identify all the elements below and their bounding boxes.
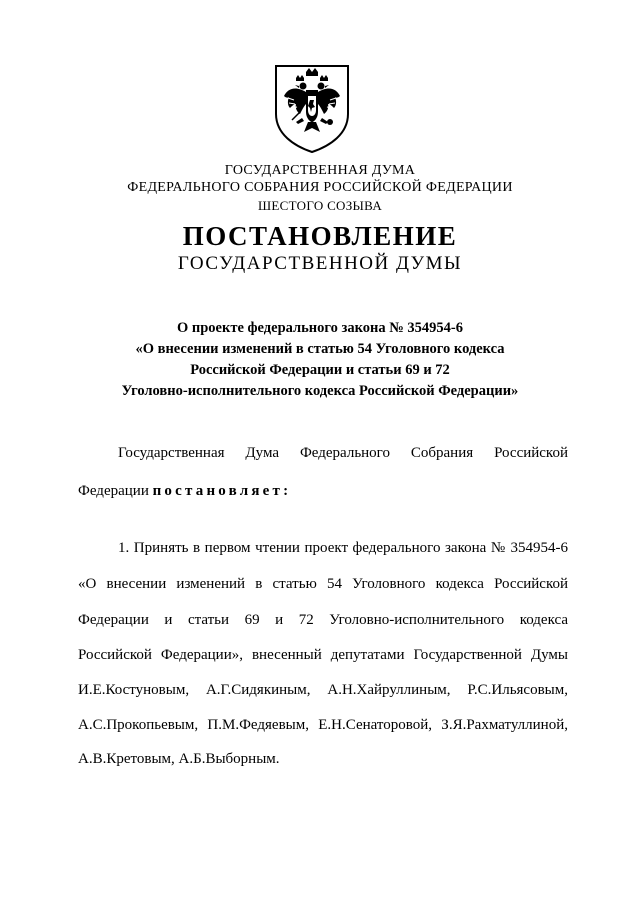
subject-line-2: «О внесении изменений в статью 54 Уголовного кодекса [135,341,505,357]
item-1-line: А.В.Кретовым, А.Б.Выборным. [78,751,280,767]
item-1-line: А.С.Прокопьевым, П.М.Федяевым, Е.Н.Сенаторовой, З.Я.Рахматуллиной, [78,717,568,733]
document-type-title: ПОСТАНОВЛЕНИЕ [182,221,458,251]
preamble-line-2 [78,481,568,501]
convocation-line: ШЕСТОГО СОЗЫВА [257,198,383,213]
coat-of-arms-icon [270,62,354,154]
subject-line-3: Российской Федерации и статьи 69 и 72 [190,362,450,378]
item-1-line: «О внесении изменений в статью 54 Уголовного кодекса Российской [78,576,568,592]
preamble-line-2-start: Федерации [78,483,153,499]
preamble-line-1: Государственная Дума Федерального Собрания Российской [118,445,568,461]
subject-line-4: Уголовно-исполнительного кодекса Российской Федерации» [121,383,519,399]
resolution-verb: постановляет: [152,483,292,499]
item-1-line: 1. Принять в первом чтении проект федерального закона № 354954-6 [118,540,568,556]
item-1-line: И.Е.Костуновым, А.Г.Сидякиным, А.Н.Хайруллиным, Р.С.Ильясовым, [78,682,568,698]
org-name-line-2: ФЕДЕРАЛЬНОГО СОБРАНИЯ РОССИЙСКОЙ ФЕДЕРАЦИИ [127,180,513,195]
item-1-line: Федерации и статьи 69 и 72 Уголовно-исполнительного кодекса [78,612,568,628]
document-issuer-subtitle: ГОСУДАРСТВЕННОЙ ДУМЫ [177,253,463,274]
org-name-line-1: ГОСУДАРСТВЕННАЯ ДУМА [224,163,416,178]
subject-line-1: О проекте федерального закона № 354954-6 [176,320,464,336]
item-1-line: Российской Федерации», внесенный депутатами Государственной Думы [78,647,568,663]
